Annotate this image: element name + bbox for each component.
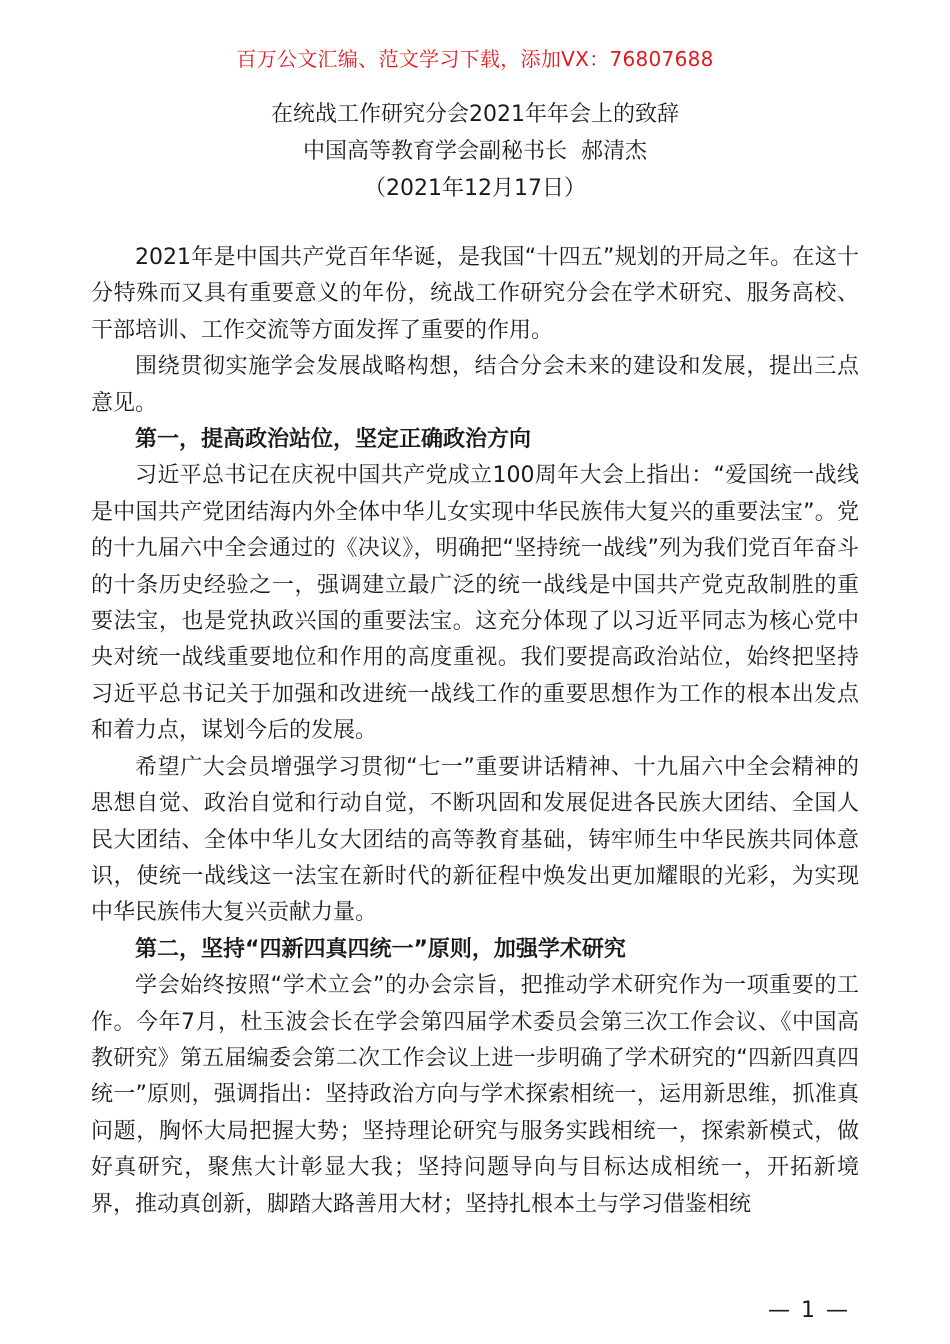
- page-number: — 1 —: [768, 1298, 850, 1323]
- section-heading: 第二，坚持“四新四真四统一”原则，加强学术研究: [135, 936, 626, 962]
- document-title: 在统战工作研究分会2021年年会上的致辞: [271, 102, 679, 127]
- paragraph: 围绕贯彻实施学会发展战略构想，结合分会未来的建设和发展，提出三点意见。: [91, 354, 859, 416]
- title-block: [0, 96, 950, 207]
- section-heading: 第一，提高政治站位，坚定正确政治方向: [135, 427, 532, 453]
- paragraph: 2021年是中国共产党百年华诞，是我国“十四五”规划的开局之年。在这十分特殊而又具有重要意义的年份，统战工作研究分会在学术研究、服务高校、干部培训、工作交流等方面发挥了重要的作用。: [91, 245, 859, 343]
- watermark-banner: 百万公文汇编、范文学习下载，添加VX：76807688: [236, 47, 714, 71]
- document-body: [91, 240, 859, 1223]
- date-line: （2021年12月17日）: [364, 176, 586, 201]
- speaker-line: 中国高等教育学会副秘书长 郝清杰: [303, 139, 647, 164]
- paragraph: 希望广大会员增强学习贯彻“七一”重要讲话精神、十九届六中全会精神的思想自觉、政治自觉和行动自觉，不断巩固和发展促进各民族大团结、全国人民大团结、全体中华儿女大团结的高等教育基础，铸牢师生中华民族共同体意识，使统一战线这一法宝在新时代的新征程中焕发出更加耀眼的光彩，为实现中华民族伟大复兴贡献力量。: [91, 754, 859, 926]
- paragraph: 学会始终按照“学术立会”的办会宗旨，把推动学术研究作为一项重要的工作。今年7月，杜玉波会长在学会第四届学术委员会第三次工作会议、《中国高教研究》第五届编委会第二次工作会议上进一步明确了学术研究的“四新四真四统一”原则，强调指出：坚持政治方向与学术探索相统一，运用新思维，抓准真问题，胸怀大局把握大势；坚持理论研究与服务实践相统一，探索新模式，做好真研究，聚焦大计彰显大我；坚持问题导向与目标达成相统一，开拓新境界，推动真创新，脚踏大路善用大材；坚持扎根本土与学习借鉴相统: [91, 973, 859, 1217]
- paragraph: 习近平总书记在庆祝中国共产党成立100周年大会上指出：“爱国统一战线是中国共产党团结海内外全体中华儿女实现中华民族伟大复兴的重要法宝”。党的十九届六中全会通过的《决议》，明确把“坚持统一战线”列为我们党百年奋斗的十条历史经验之一，强调建立最广泛的统一战线是中国共产党克敌制胜的重要法宝，也是党执政兴国的重要法宝。这充分体现了以习近平同志为核心党中央对统一战线重要地位和作用的高度重视。我们要提高政治站位，始终把坚持习近平总书记关于加强和改进统一战线工作的重要思想作为工作的根本出发点和着力点，谋划今后的发展。: [91, 463, 859, 744]
